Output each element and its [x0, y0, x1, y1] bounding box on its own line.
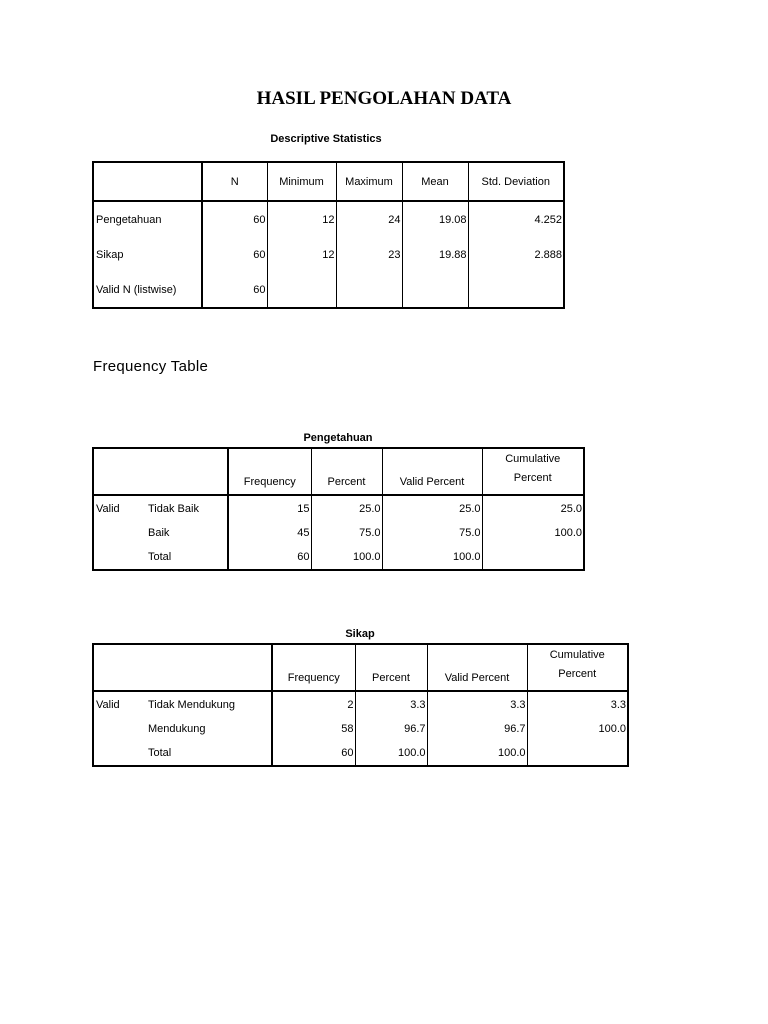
cell-n: 60	[202, 238, 267, 272]
cumulative-label: Cumulative	[505, 453, 561, 465]
cell-cumulative-percent: 3.3	[610, 698, 626, 711]
cumulative-label: Cumulative	[549, 649, 605, 661]
column-header-valid-percent: Valid Percent	[382, 449, 482, 495]
percent-label: Percent	[513, 472, 552, 484]
cell-percent: 75.0	[311, 521, 382, 545]
column-header-frequency: Frequency	[228, 449, 311, 495]
sikap-frequency-table	[92, 643, 629, 767]
cell-cumulative-percent	[482, 545, 583, 569]
table-row	[94, 495, 583, 521]
cell-n: 60	[202, 273, 267, 307]
page-title: HASIL PENGOLAHAN DATA	[256, 88, 512, 109]
cell-cumulative-percent: 100.0	[598, 723, 626, 735]
sikap-table-title: Sikap	[345, 628, 375, 640]
cell-cumulative-percent	[527, 741, 627, 765]
cell-valid-percent: 100.0	[382, 545, 482, 569]
column-header-cumulative-percent	[527, 645, 627, 691]
table-header-row	[94, 163, 563, 201]
table-row	[94, 741, 627, 765]
cell-minimum	[267, 273, 336, 307]
table-row	[94, 238, 563, 272]
table-header-row	[94, 645, 627, 691]
cell-percent: 3.3	[355, 691, 427, 717]
cell-mean	[402, 273, 468, 307]
cell-cumulative-percent: 25.0	[560, 502, 582, 515]
cell-valid-percent: 75.0	[382, 521, 482, 545]
row-label: Total	[146, 545, 228, 569]
cell-std-deviation: 4.252	[534, 214, 562, 227]
cell-percent: 100.0	[355, 741, 427, 765]
row-label: Tidak Mendukung	[146, 691, 272, 717]
cell-frequency: 58	[272, 717, 355, 741]
cell-maximum: 23	[336, 238, 402, 272]
cell-mean: 19.88	[402, 238, 468, 272]
cell-valid-percent: 96.7	[427, 717, 527, 741]
cell-valid-percent: 3.3	[427, 691, 527, 717]
column-header-std-deviation: Std. Deviation	[468, 163, 563, 201]
cell-maximum	[336, 273, 402, 307]
row-label: Sikap	[94, 238, 202, 272]
row-label: Valid N (listwise)	[94, 273, 202, 307]
cell-valid-percent: 100.0	[427, 741, 527, 765]
cell-percent: 96.7	[355, 717, 427, 741]
row-label: Tidak Baik	[146, 495, 228, 521]
row-label: Mendukung	[146, 717, 272, 741]
row-label: Total	[146, 741, 272, 765]
row-label: Pengetahuan	[94, 201, 202, 238]
row-label: Baik	[146, 521, 228, 545]
cell-std-deviation	[468, 273, 563, 307]
cell-n: 60	[202, 201, 267, 238]
group-label-valid: Valid	[96, 698, 120, 711]
table-row	[94, 545, 583, 569]
cell-std-deviation: 2.888	[534, 249, 562, 262]
column-header-mean: Mean	[402, 163, 468, 201]
cell-cumulative-percent: 100.0	[554, 527, 582, 539]
table-row	[94, 521, 583, 545]
cell-mean: 19.08	[402, 201, 468, 238]
percent-label: Percent	[558, 668, 597, 680]
column-header-frequency: Frequency	[272, 645, 355, 691]
pengetahuan-table-title: Pengetahuan	[303, 432, 373, 444]
cell-valid-percent: 25.0	[382, 495, 482, 521]
column-header-n: N	[202, 163, 267, 201]
cell-minimum: 12	[267, 238, 336, 272]
cell-frequency: 2	[272, 691, 355, 717]
cell-maximum: 24	[336, 201, 402, 238]
table-header-row	[94, 449, 583, 495]
descriptive-statistics-table	[92, 161, 565, 309]
cell-frequency: 15	[228, 495, 311, 521]
column-header-minimum: Minimum	[267, 163, 336, 201]
group-label-valid: Valid	[96, 502, 120, 515]
cell-frequency: 60	[272, 741, 355, 765]
column-header-maximum: Maximum	[336, 163, 402, 201]
column-header-percent: Percent	[355, 645, 427, 691]
table-row	[94, 201, 563, 238]
table-row	[94, 273, 563, 307]
table-row	[94, 717, 627, 741]
cell-minimum: 12	[267, 201, 336, 238]
cell-frequency: 45	[228, 521, 311, 545]
cell-percent: 100.0	[311, 545, 382, 569]
column-header-cumulative-percent	[482, 449, 583, 495]
pengetahuan-frequency-table	[92, 447, 585, 571]
cell-frequency: 60	[228, 545, 311, 569]
cell-percent: 25.0	[311, 495, 382, 521]
frequency-table-heading: Frequency Table	[93, 358, 209, 375]
column-header-valid-percent: Valid Percent	[427, 645, 527, 691]
table-row	[94, 691, 627, 717]
descriptive-statistics-title: Descriptive Statistics	[270, 133, 382, 145]
column-header-percent: Percent	[311, 449, 382, 495]
